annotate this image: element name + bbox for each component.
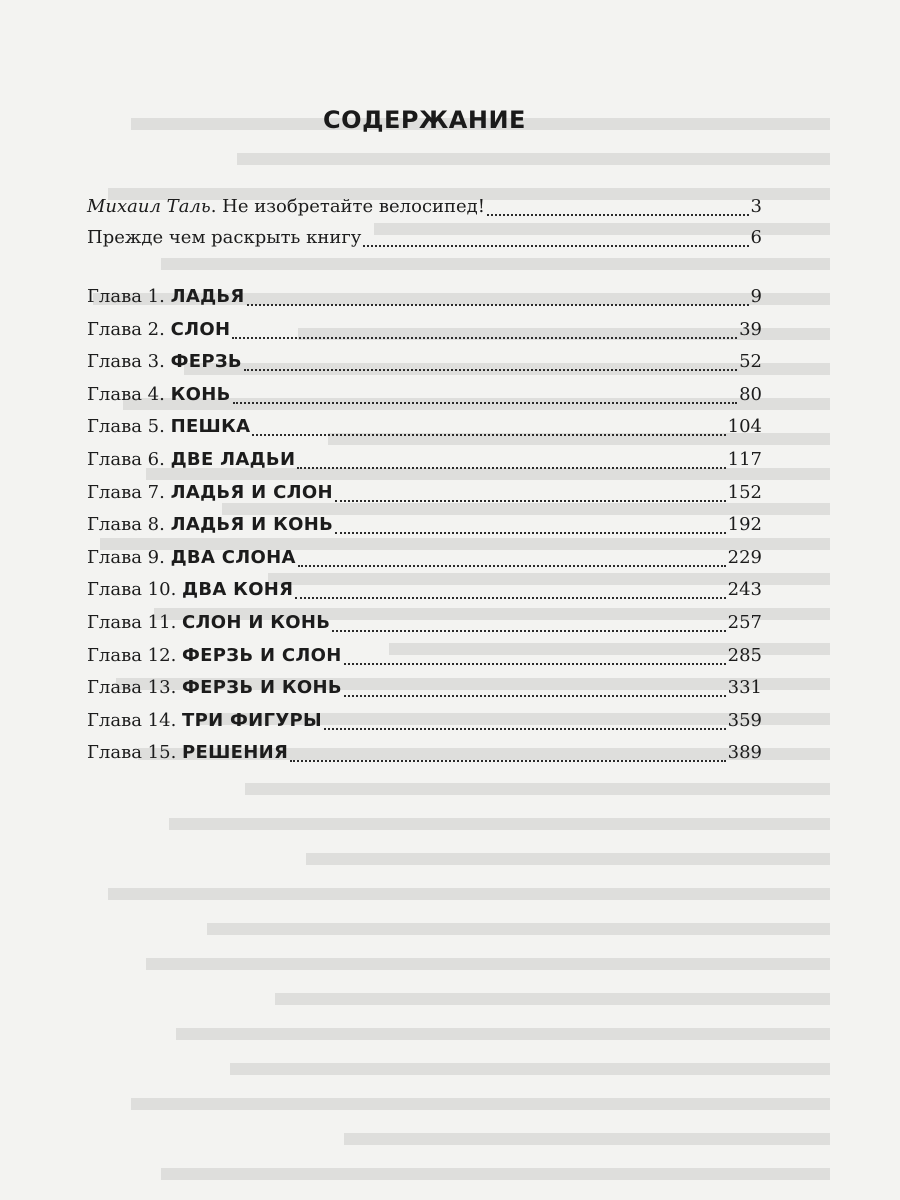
- dot-leader: [232, 337, 737, 339]
- toc-entry-label: [87, 416, 250, 437]
- dot-leader: [335, 532, 726, 534]
- toc-entry-page: 389: [727, 742, 762, 764]
- chapter-title: ДВА СЛОНА: [170, 546, 296, 568]
- chapter-number: Глава 3.: [87, 351, 165, 373]
- dot-leader: [295, 597, 725, 599]
- dot-leader: [324, 728, 726, 730]
- toc-entry-chapter: [87, 319, 762, 347]
- toc-entry-label: [87, 710, 322, 731]
- toc-entry-page: 9: [750, 286, 762, 307]
- toc-entry-page: 285: [727, 644, 762, 666]
- dot-leader: [297, 467, 725, 469]
- toc-entry-chapter: [87, 514, 762, 542]
- toc-entry-page: 117: [727, 449, 762, 470]
- toc-entry-label: [87, 449, 295, 470]
- toc-entry-intro-preface: [87, 227, 762, 255]
- chapter-title: СЛОН И КОНЬ: [182, 612, 331, 633]
- toc-entry-chapter: [87, 742, 762, 770]
- toc-entry-page: 192: [727, 514, 762, 536]
- chapter-number: Глава 15.: [87, 742, 177, 764]
- chapter-number: Глава 12.: [87, 644, 177, 666]
- chapter-title: ФЕРЗЬ И СЛОН: [182, 644, 342, 666]
- toc-entry-page: 243: [727, 579, 762, 601]
- toc-entry-label: [87, 384, 231, 405]
- chapter-number: Глава 13.: [87, 677, 177, 699]
- toc-entry-chapter: [87, 449, 762, 477]
- toc-entry-label: [87, 482, 333, 503]
- dot-leader: [344, 663, 726, 665]
- chapter-title: ТРИ ФИГУРЫ: [182, 709, 322, 731]
- toc-entry-page: 229: [727, 546, 762, 568]
- toc-entry-chapter: [87, 416, 762, 444]
- chapter-number: Глава 6.: [87, 449, 165, 470]
- toc-entry-chapter: [87, 677, 762, 705]
- dot-leader: [335, 500, 726, 502]
- chapter-number: Глава 8.: [87, 514, 165, 536]
- toc-entry-label: [87, 514, 333, 535]
- chapter-number: Глава 14.: [87, 709, 177, 731]
- chapter-number: Глава 4.: [87, 383, 165, 405]
- toc-entry-page: 104: [727, 416, 762, 438]
- toc-entry-chapter: [87, 612, 762, 640]
- toc-entry-page: 80: [739, 383, 762, 405]
- chapter-number: Глава 10.: [87, 579, 177, 601]
- toc-entry-intro-tal: [87, 196, 762, 224]
- chapter-title: ПЕШКА: [170, 416, 251, 438]
- toc-entry-chapter: [87, 482, 762, 510]
- chapter-number: Глава 7.: [87, 481, 165, 503]
- dot-leader: [332, 630, 725, 632]
- chapter-title: ФЕРЗЬ: [170, 351, 242, 373]
- toc-entry-page: 359: [727, 709, 762, 731]
- dot-leader: [298, 565, 726, 567]
- dot-leader: [252, 434, 725, 436]
- page-title: СОДЕРЖАНИЕ: [323, 106, 526, 134]
- chapter-number: Глава 2.: [87, 318, 165, 340]
- dot-leader: [247, 304, 749, 306]
- chapter-title: ЛАДЬЯ И СЛОН: [170, 481, 333, 503]
- toc-entry-page: 3: [750, 196, 762, 217]
- toc-entry-label: [87, 677, 342, 698]
- chapter-title: ФЕРЗЬ И КОНЬ: [182, 677, 342, 699]
- toc-entry-label: [87, 612, 330, 633]
- dot-leader: [363, 245, 748, 247]
- toc-entry-page: 331: [727, 677, 762, 699]
- chapter-title: ДВА КОНЯ: [182, 579, 294, 601]
- toc-entry-chapter: [87, 547, 762, 575]
- dot-leader: [344, 695, 726, 697]
- dot-leader: [487, 214, 749, 216]
- toc-entry-label: [87, 645, 342, 666]
- toc-entry-chapter: [87, 351, 762, 379]
- toc-entry-chapter: [87, 384, 762, 412]
- chapter-title: ДВЕ ЛАДЬИ: [170, 449, 296, 470]
- toc-entry-text: Прежде чем раскрыть книгу: [87, 227, 362, 248]
- chapter-title: СЛОН: [170, 318, 231, 340]
- toc-entry-label: [87, 742, 288, 763]
- toc-entry-label: [87, 547, 296, 568]
- chapter-title: ЛАДЬЯ И КОНЬ: [170, 514, 334, 536]
- chapter-number: Глава 9.: [87, 546, 165, 568]
- toc-entry-label: [87, 196, 485, 217]
- dot-leader: [290, 760, 725, 762]
- chapter-number: Глава 11.: [87, 612, 177, 633]
- toc-entry-label: [87, 351, 242, 372]
- chapter-title: РЕШЕНИЯ: [182, 742, 289, 764]
- toc-entry-label: [87, 286, 245, 307]
- toc-entry-page: 52: [739, 351, 762, 373]
- toc-entry-label: [87, 227, 361, 248]
- toc-entry-chapter: [87, 710, 762, 738]
- chapter-number: Глава 1.: [87, 286, 165, 307]
- toc-entry-page: 152: [727, 481, 762, 503]
- chapter-title: КОНЬ: [170, 383, 231, 405]
- toc-entry-author: Михаил Таль: [87, 196, 211, 217]
- toc-entry-label: [87, 319, 230, 340]
- toc-entry-page: 39: [739, 318, 762, 340]
- toc-entry-chapter: [87, 645, 762, 673]
- toc-entry-label: [87, 579, 293, 600]
- toc-entry-page: 257: [727, 612, 762, 633]
- toc-entry-page: 6: [750, 227, 762, 248]
- table-of-contents: [87, 0, 762, 1200]
- chapter-number: Глава 5.: [87, 416, 165, 438]
- dot-leader: [244, 369, 737, 371]
- toc-entry-text: . Не изобретайте велосипед!: [210, 196, 485, 217]
- dot-leader: [233, 402, 738, 404]
- toc-entry-chapter: [87, 579, 762, 607]
- toc-entry-chapter: [87, 286, 762, 314]
- chapter-title: ЛАДЬЯ: [170, 286, 245, 307]
